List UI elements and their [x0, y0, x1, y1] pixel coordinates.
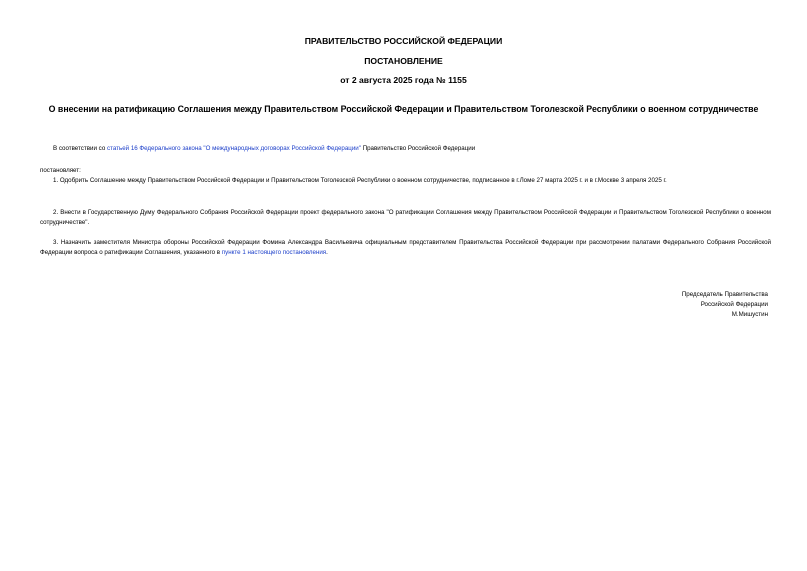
item-3-paragraph — [40, 238, 771, 258]
document-title: О внесении на ратификацию Соглашения между Правительством Российской Федерации и Правительством Тоголезской Республики о военном сотрудничестве — [48, 104, 759, 114]
item-1-paragraph: 1. Одобрить Соглашение между Правительством Российской Федерации и Правительством Тоголезской Республики о военном сотрудничестве, подписанное в г.Ломе 27 марта 2025 г. и в г.Москве 3 апреля 2025 г. — [53, 177, 667, 184]
signature-name: М.Мишустин — [731, 311, 768, 318]
intro-paragraph — [40, 144, 771, 154]
intro-text-after: Правительство Российской Федерации — [360, 145, 476, 152]
document-kind-heading: ПОСТАНОВЛЕНИЕ — [364, 56, 443, 66]
intro-text-before: В соответствии со — [53, 145, 107, 152]
item-1-reference-link[interactable]: пункте 1 настоящего постановления — [221, 249, 327, 256]
item-3-text-after: . — [326, 249, 328, 256]
signature-position: Председатель Правительства — [681, 291, 768, 298]
signature-organization: Российской Федерации — [700, 301, 768, 308]
government-heading: ПРАВИТЕЛЬСТВО РОССИЙСКОЙ ФЕДЕРАЦИИ — [304, 36, 503, 46]
item-3-text-before: 3. Назначить заместителя Министра обороны Российской Федерации Фомина Александра Васильевича официальным представителем Правительства Российской Федерации при рассмотрении палатами Федерального Собрания Российской Федерации вопроса о ратификации Соглашения, указанного в — [40, 239, 771, 256]
law-article-link[interactable]: статьей 16 Федерального закона "О международных договорах Российской Федерации" — [106, 145, 361, 152]
date-number-line: от 2 августа 2025 года № 1155 — [340, 75, 467, 85]
postanovlyaet-label: постановляет: — [40, 167, 81, 174]
item-2-paragraph: 2. Внести в Государственную Думу Федерального Собрания Российской Федерации проект федерального закона "О ратификации Соглашения между Правительством Российской Федерации и Правительством Тоголезской Республики о военном сотрудничестве". — [40, 209, 771, 226]
